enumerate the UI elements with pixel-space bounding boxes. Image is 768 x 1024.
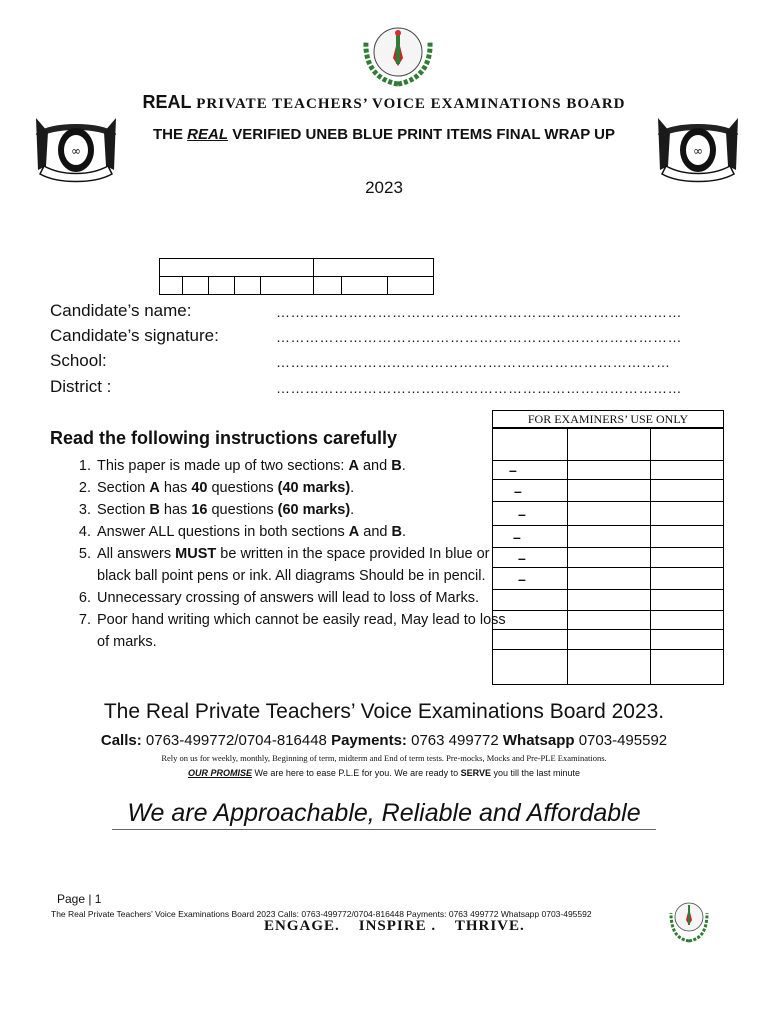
instruction-text: has	[159, 502, 192, 518]
instruction-text: .	[350, 502, 355, 518]
instructions-list	[50, 455, 515, 653]
instruction-item	[95, 521, 515, 543]
candidate-name-label: Candidate’s name:	[50, 301, 192, 320]
district-label: District :	[50, 377, 112, 396]
instruction-item	[95, 477, 515, 499]
whatsapp-value: 0703-495592	[574, 732, 668, 749]
instruction-text: .	[350, 480, 355, 496]
footer-contact-line: The Real Private Teachers’ Voice Examinations Board 2023 Calls: 0763-499772/0704-816448 Payments: 0763 499772 Whatsapp 0703-495592	[51, 909, 592, 919]
exam-cell[interactable]	[651, 526, 724, 548]
whatsapp-label: Whatsapp	[502, 732, 575, 749]
instruction-text: B	[391, 524, 402, 540]
exam-dash: –	[518, 505, 526, 522]
promise-label: OUR PROMISE	[187, 768, 252, 778]
instruction-text: and	[359, 524, 392, 540]
exam-cell[interactable]	[493, 548, 568, 568]
calls-label: Calls:	[100, 732, 142, 749]
board-logo-top	[357, 16, 439, 90]
instruction-text: Unnecessary crossing of answers will lead to loss of Marks.	[97, 590, 479, 606]
exam-cell[interactable]	[651, 502, 724, 526]
index-box-cell[interactable]	[314, 259, 434, 277]
paper-subtitle	[0, 126, 768, 143]
promise-serve: SERVE	[460, 768, 491, 778]
instruction-item	[95, 609, 515, 653]
instruction-text: (40 marks)	[277, 480, 351, 496]
instruction-text: A	[348, 458, 359, 474]
exam-dash: –	[518, 549, 526, 566]
instruction-text: 16	[191, 502, 208, 518]
index-box-cell[interactable]	[261, 277, 314, 295]
exam-cell[interactable]	[568, 568, 651, 590]
exam-cell[interactable]	[493, 630, 568, 650]
exam-cell[interactable]	[568, 461, 651, 480]
exam-cell[interactable]	[651, 568, 724, 590]
promise-text-2: you till the last minute	[490, 768, 581, 778]
promise-line	[0, 768, 768, 778]
index-box-cell[interactable]	[235, 277, 261, 295]
index-box-cell[interactable]	[314, 277, 342, 295]
exam-cell[interactable]	[568, 650, 651, 685]
exam-cell[interactable]	[651, 480, 724, 502]
index-box-cell[interactable]	[160, 277, 183, 295]
uneb-crest-right	[650, 106, 746, 186]
svg-text:∞: ∞	[693, 144, 703, 158]
exam-cell[interactable]	[568, 590, 651, 611]
instruction-text: and	[358, 458, 392, 474]
district-line[interactable]: …………………………………………………………………………	[276, 380, 682, 396]
instruction-text: A	[348, 524, 360, 540]
page-number: Page | 1	[57, 892, 102, 906]
exam-cell[interactable]	[493, 429, 568, 461]
candidate-signature-line[interactable]: …………………………………………………………………………	[276, 329, 682, 345]
index-box-cell[interactable]	[183, 277, 209, 295]
services-line: Rely on us for weekly, monthly, Beginning of term, midterm and End of term tests. Pre-mocks, Mocks and Pre-PLE Examinations.	[161, 753, 607, 763]
exam-cell[interactable]	[493, 611, 568, 630]
instruction-text: B	[391, 458, 402, 474]
instruction-text: All answers	[97, 546, 176, 562]
instruction-text: 40	[191, 480, 208, 496]
exam-cell[interactable]	[651, 461, 724, 480]
exam-year: 2023	[365, 178, 403, 197]
exam-cell[interactable]	[493, 650, 568, 685]
instruction-text: .	[401, 458, 406, 474]
instructions-heading: Read the following instructions carefully	[50, 428, 398, 448]
index-number-box	[159, 258, 434, 295]
exam-cell[interactable]	[493, 480, 568, 502]
instruction-text: Section	[97, 480, 150, 496]
instruction-text: This paper is made up of two sections:	[97, 458, 349, 474]
subtitle-real: REAL	[187, 126, 229, 143]
exam-dash: –	[518, 570, 526, 587]
exam-cell[interactable]	[651, 429, 724, 461]
instruction-text: questions	[207, 480, 278, 496]
board-title	[0, 92, 768, 113]
board-title-real: REAL	[142, 92, 192, 112]
instruction-text: questions	[207, 502, 278, 518]
board-name-line: The Real Private Teachers’ Voice Examinations Board 2023.	[103, 700, 665, 723]
exam-cell[interactable]	[651, 548, 724, 568]
subtitle-pre: THE	[153, 126, 183, 143]
instruction-text: Section	[97, 502, 150, 518]
index-box-cell[interactable]	[209, 277, 235, 295]
instruction-item	[95, 543, 515, 587]
subtitle-post: VERIFIED UNEB BLUE PRINT ITEMS FINAL WRAP UP	[232, 126, 615, 143]
exam-cell[interactable]	[651, 650, 724, 685]
instruction-item	[95, 499, 515, 521]
payments-value: 0763 499772	[406, 732, 503, 749]
board-title-rest: PRIVATE TEACHERS’ VOICE EXAMINATIONS BOARD	[196, 96, 626, 112]
instruction-text: A	[149, 480, 160, 496]
payments-label: Payments:	[331, 732, 407, 749]
svg-text:∞: ∞	[71, 144, 81, 158]
instruction-text: (60 marks)	[277, 502, 351, 518]
exam-cell[interactable]	[568, 526, 651, 548]
promise-text-1: We are here to ease P.L.E for you. We are ready to	[251, 768, 461, 778]
contact-line	[0, 732, 768, 749]
motto: ENGAGE. INSPIRE . THRIVE.	[264, 918, 525, 934]
exam-cell[interactable]	[651, 630, 724, 650]
instruction-text: be written in the space provided In blue or black ball point pens or ink. All diagrams Should be in pencil.	[97, 546, 490, 584]
instruction-item	[95, 587, 515, 609]
slogan: We are Approachable, Reliable and Affordable	[112, 799, 656, 830]
index-box-cell[interactable]	[160, 259, 314, 277]
instruction-text: Poor hand writing which cannot be easily read, May lead to loss of marks.	[97, 612, 506, 650]
exam-cell[interactable]	[568, 548, 651, 568]
exam-cell[interactable]	[568, 429, 651, 461]
instruction-text: .	[401, 524, 407, 540]
exam-cell[interactable]	[493, 590, 568, 611]
instruction-text: Answer ALL questions in both sections	[97, 524, 349, 540]
exam-cell[interactable]	[651, 590, 724, 611]
exam-cell[interactable]	[493, 461, 568, 480]
instruction-text: B	[149, 502, 160, 518]
uneb-crest-left	[28, 106, 124, 186]
index-box-cell[interactable]	[342, 277, 388, 295]
school-label: School:	[50, 351, 107, 370]
exam-cell[interactable]	[568, 480, 651, 502]
calls-value: 0763-499772/0704-816448	[141, 732, 332, 749]
candidate-name-line[interactable]: …………………………………………………………………………	[276, 304, 682, 320]
instruction-text: MUST	[175, 546, 217, 562]
exam-dash: –	[513, 528, 521, 545]
examiners-table	[492, 428, 724, 685]
board-logo-footer	[667, 893, 711, 945]
exam-dash: –	[509, 462, 517, 478]
instruction-text: has	[159, 480, 192, 496]
exam-cell[interactable]	[493, 526, 568, 548]
exam-cell[interactable]	[568, 502, 651, 526]
exam-cell[interactable]	[493, 568, 568, 590]
candidate-signature-label: Candidate’s signature:	[50, 326, 219, 345]
index-box-cell[interactable]	[388, 277, 434, 295]
exam-cell[interactable]	[568, 611, 651, 630]
exam-cell[interactable]	[568, 630, 651, 650]
exam-cell[interactable]	[493, 502, 568, 526]
examiners-use-title: FOR EXAMINERS’ USE ONLY	[492, 410, 724, 428]
exam-dash: –	[514, 482, 522, 499]
exam-cell[interactable]	[651, 611, 724, 630]
school-line[interactable]: ……………………..………………………..………………………	[276, 354, 671, 370]
instruction-item	[95, 455, 515, 477]
